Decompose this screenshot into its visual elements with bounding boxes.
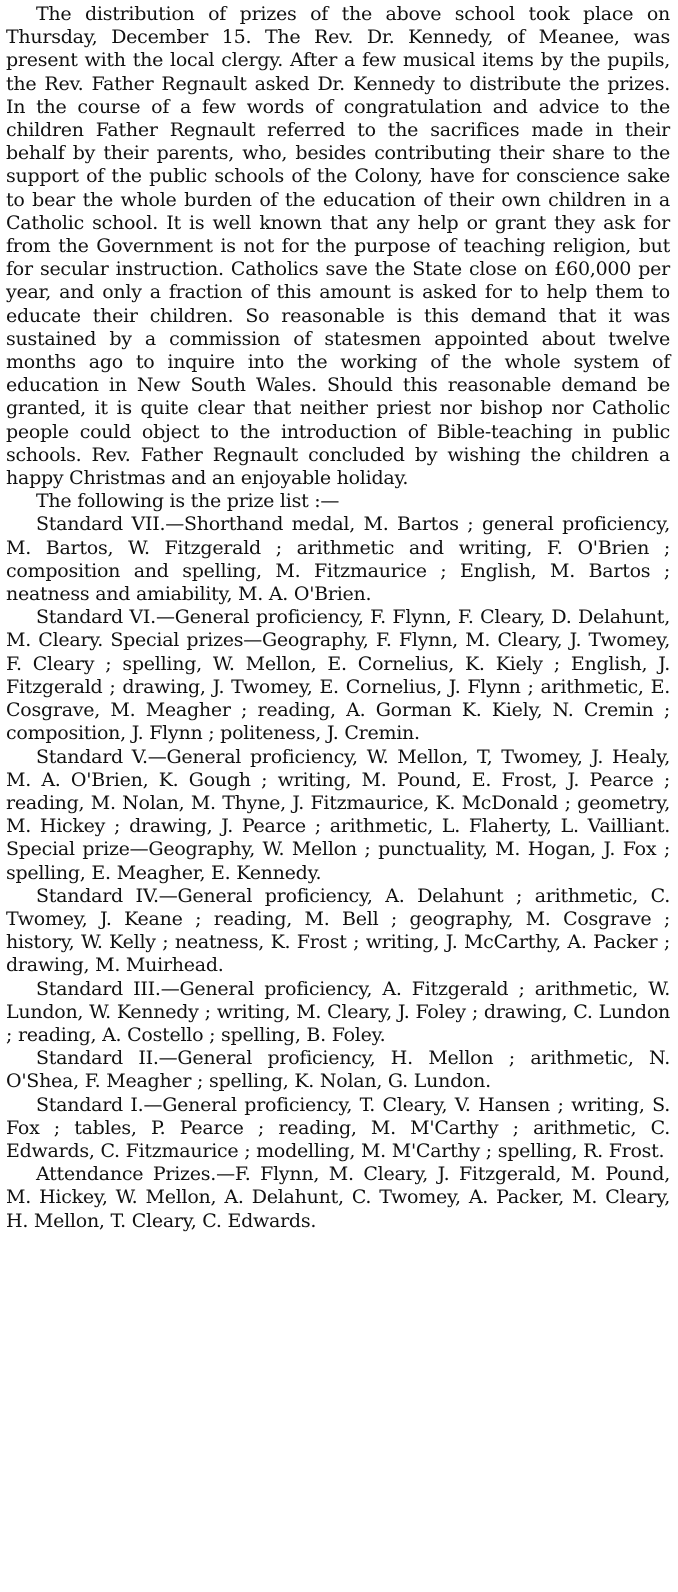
paragraph-standard-vii: Standard VII.—Shorthand medal, M. Bartos ; general proficiency, M. Bartos, W. Fitzgerald ; arithmetic and writing, F. O'Brien ; composition and spelling, M. Fitzmaurice ; English, M. Bartos ; neatness and amiability, M. A. O'Brien. bbox=[6, 513, 670, 606]
paragraph-intro: The distribution of prizes of the above school took place on Thursday, December 15. The Rev. Dr. Kennedy, of Meanee, was present with the local clergy. After a few musical items by the pupils, the Rev. Father Regnault asked Dr. Kennedy to distribute the prizes. In the course of a few words of congratulation and advice to the children Father Regnault referred to the sacrifices made in their behalf by their parents, who, besides contributing their share to the support of the public schools of the Colony, have for conscience sake to bear the whole burden of the education of their own children in a Catholic school. It is well known that any help or grant they ask for from the Government is not for the purpose of teaching religion, but for secular instruction. Catholics save the State close on £60,000 per year, and only a fraction of this amount is asked for to help them to educate their children. So reasonable is this demand that it was sustained by a commission of statesmen appointed about twelve months ago to inquire into the working of the whole system of education in New South Wales. Should this reasonable demand be granted, it is quite clear that neither priest nor bishop nor Catholic people could object to the introduction of Bible-teaching in public schools. Rev. Father Regnault concluded by wishing the children a happy Christmas and an enjoyable holiday. bbox=[6, 3, 670, 490]
paragraph-standard-v: Standard V.—General proficiency, W. Mellon, T, Twomey, J. Healy, M. A. O'Brien, K. Gough ; writing, M. Pound, E. Frost, J. Pearce ; reading, M. Nolan, M. Thyne, J. Fitzmaurice, K. McDonald ; geometry, M. Hickey ; drawing, J. Pearce ; arithmetic, L. Flaherty, L. Vailliant. Special prize—Geography, W. Mellon ; punctuality, M. Hogan, J. Fox ; spelling, E. Meagher, E. Kennedy. bbox=[6, 745, 670, 884]
paragraph-standard-i: Standard I.—General proficiency, T. Cleary, V. Hansen ; writing, S. Fox ; tables, P. Pearce ; reading, M. M'Carthy ; arithmetic, C. Edwards, C. Fitzmaurice ; modelling, M. M'Carthy ; spelling, R. Frost. bbox=[6, 1093, 670, 1162]
paragraph-standard-iv: Standard IV.—General proficiency, A. Delahunt ; arithmetic, C. Twomey, J. Keane ; reading, M. Bell ; geography, M. Cosgrave ; history, W. Kelly ; neatness, K. Frost ; writing, J. McCarthy, A. Packer ; drawing, M. Muirhead. bbox=[6, 884, 670, 977]
paragraph-attendance-prizes: Attendance Prizes.—F. Flynn, M. Cleary, J. Fitzgerald, M. Pound, M. Hickey, W. Mellon, A. Delahunt, C. Twomey, A. Packer, M. Cleary, H. Mellon, T. Cleary, C. Edwards. bbox=[6, 1163, 670, 1232]
paragraph-standard-iii: Standard III.—General proficiency, A. Fitzgerald ; arithmetic, W. Lundon, W. Kennedy ; writing, M. Cleary, J. Foley ; drawing, C. Lundon ; reading, A. Costello ; spelling, B. Foley. bbox=[6, 977, 670, 1046]
paragraph-standard-vi: Standard VI.—General proficiency, F. Flynn, F. Cleary, D. Delahunt, M. Cleary. Special prizes—Geography, F. Flynn, M. Cleary, J. Twomey, F. Cleary ; spelling, W. Mellon, E. Cornelius, K. Kiely ; English, J. Fitzgerald ; drawing, J. Twomey, E. Cornelius, J. Flynn ; arithmetic, E. Cosgrave, M. Meagher ; reading, A. Gorman K. Kiely, N. Cremin ; composition, J. Flynn ; politeness, J. Cremin. bbox=[6, 606, 670, 745]
paragraph-prize-list-heading: The following is the prize list :— bbox=[36, 490, 340, 513]
paragraph-standard-ii: Standard II.—General proficiency, H. Mellon ; arithmetic, N. O'Shea, F. Meagher ; spelling, K. Nolan, G. Lundon. bbox=[6, 1047, 670, 1093]
